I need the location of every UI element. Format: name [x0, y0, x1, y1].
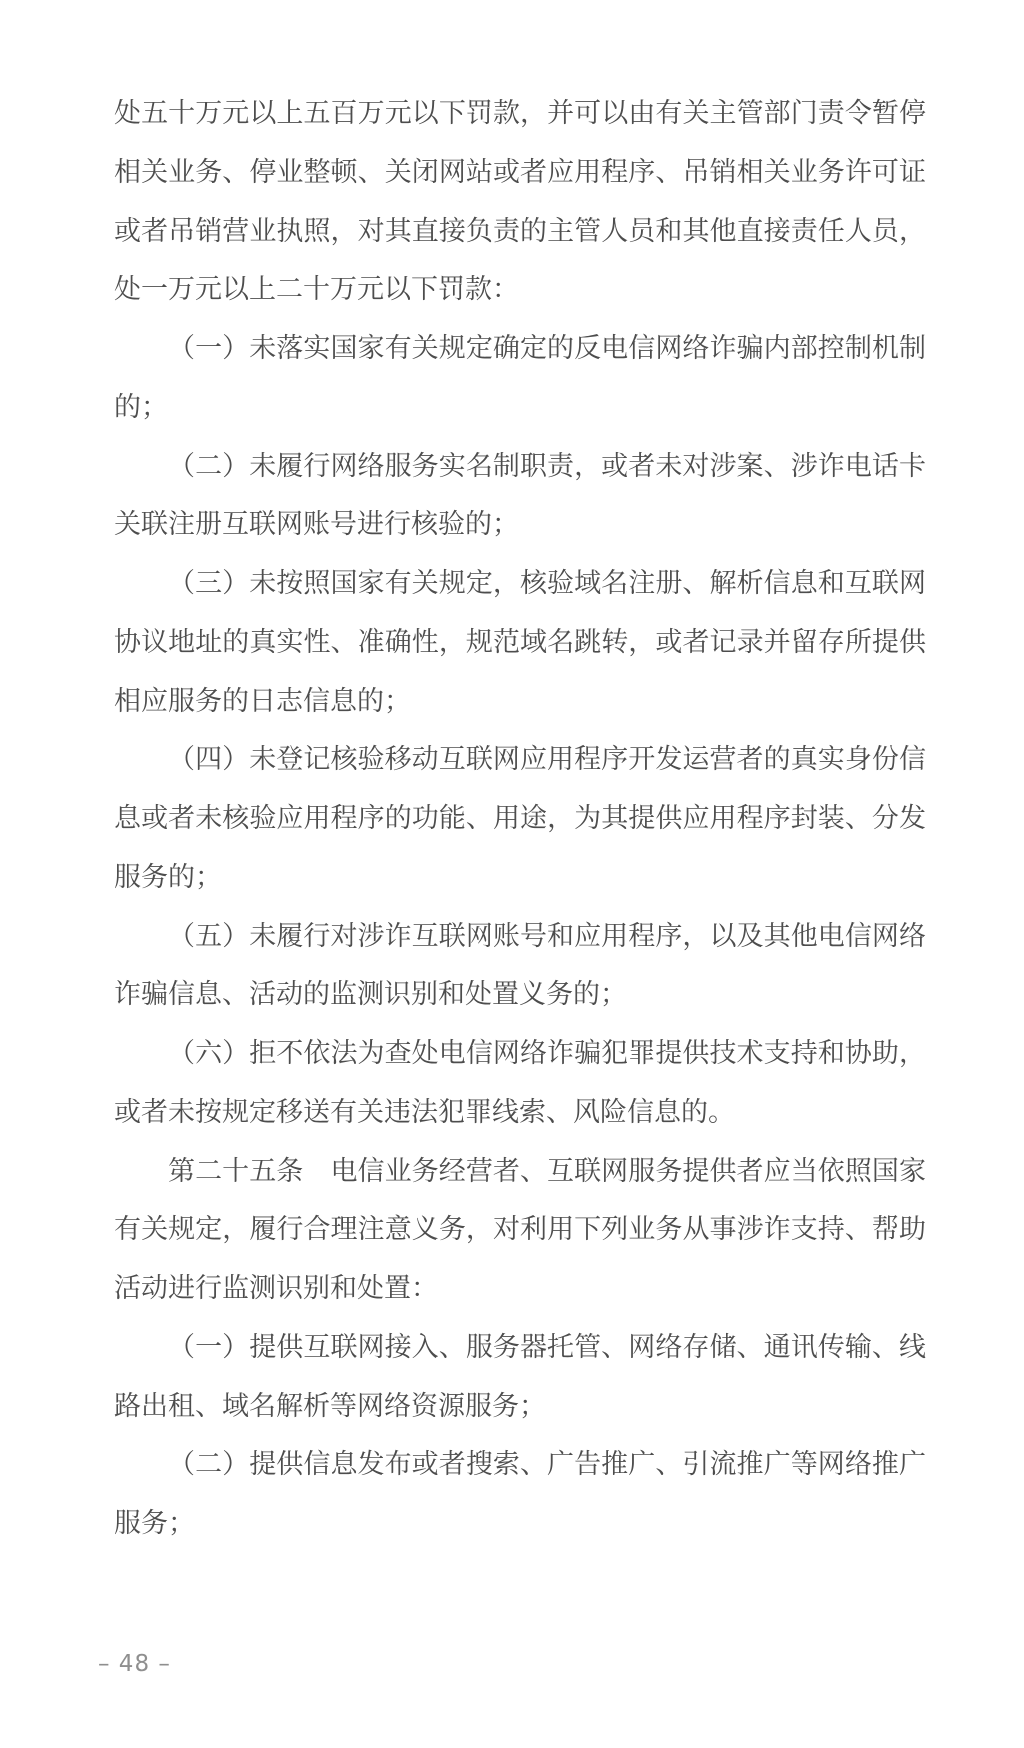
paragraph: （二）未履行网络服务实名制职责，或者未对涉案、涉诈电话卡关联注册互联网账号进行核验的；: [114, 450, 926, 540]
page-body-text: [114, 84, 926, 1553]
paragraph: （二）提供信息发布或者搜索、广告推广、引流推广等网络推广服务；: [114, 1449, 926, 1538]
paragraph: （六）拒不依法为查处电信网络诈骗犯罪提供技术支持和协助，或者未按规定移送有关违法犯罪线索、风险信息的。: [114, 1038, 926, 1127]
paragraph: （一）未落实国家有关规定确定的反电信网络诈骗内部控制机制的；: [114, 333, 926, 422]
paragraph: 第二十五条 电信业务经营者、互联网服务提供者应当依照国家有关规定，履行合理注意义务，对利用下列业务从事涉诈支持、帮助活动进行监测识别和处置：: [114, 1155, 926, 1303]
paragraph: （一）提供互联网接入、服务器托管、网络存储、通讯传输、线路出租、域名解析等网络资源服务；: [114, 1331, 926, 1421]
paragraph: （三）未按照国家有关规定，核验域名注册、解析信息和互联网协议地址的真实性、准确性，规范域名跳转，或者记录并留存所提供相应服务的日志信息的；: [114, 568, 926, 716]
paragraph: 处五十万元以上五百万元以下罚款，并可以由有关主管部门责令暂停相关业务、停业整顿、关闭网站或者应用程序、吊销相关业务许可证或者吊销营业执照，对其直接负责的主管人员和其他直接责任人员，处一万元以上二十万元以下罚款：: [114, 98, 926, 305]
paragraph: （四）未登记核验移动互联网应用程序开发运营者的真实身份信息或者未核验应用程序的功能、用途，为其提供应用程序封装、分发服务的；: [114, 744, 926, 892]
paragraph: （五）未履行对涉诈互联网账号和应用程序，以及其他电信网络诈骗信息、活动的监测识别和处置义务的；: [114, 920, 926, 1010]
page-number: – 48 –: [98, 1651, 171, 1677]
